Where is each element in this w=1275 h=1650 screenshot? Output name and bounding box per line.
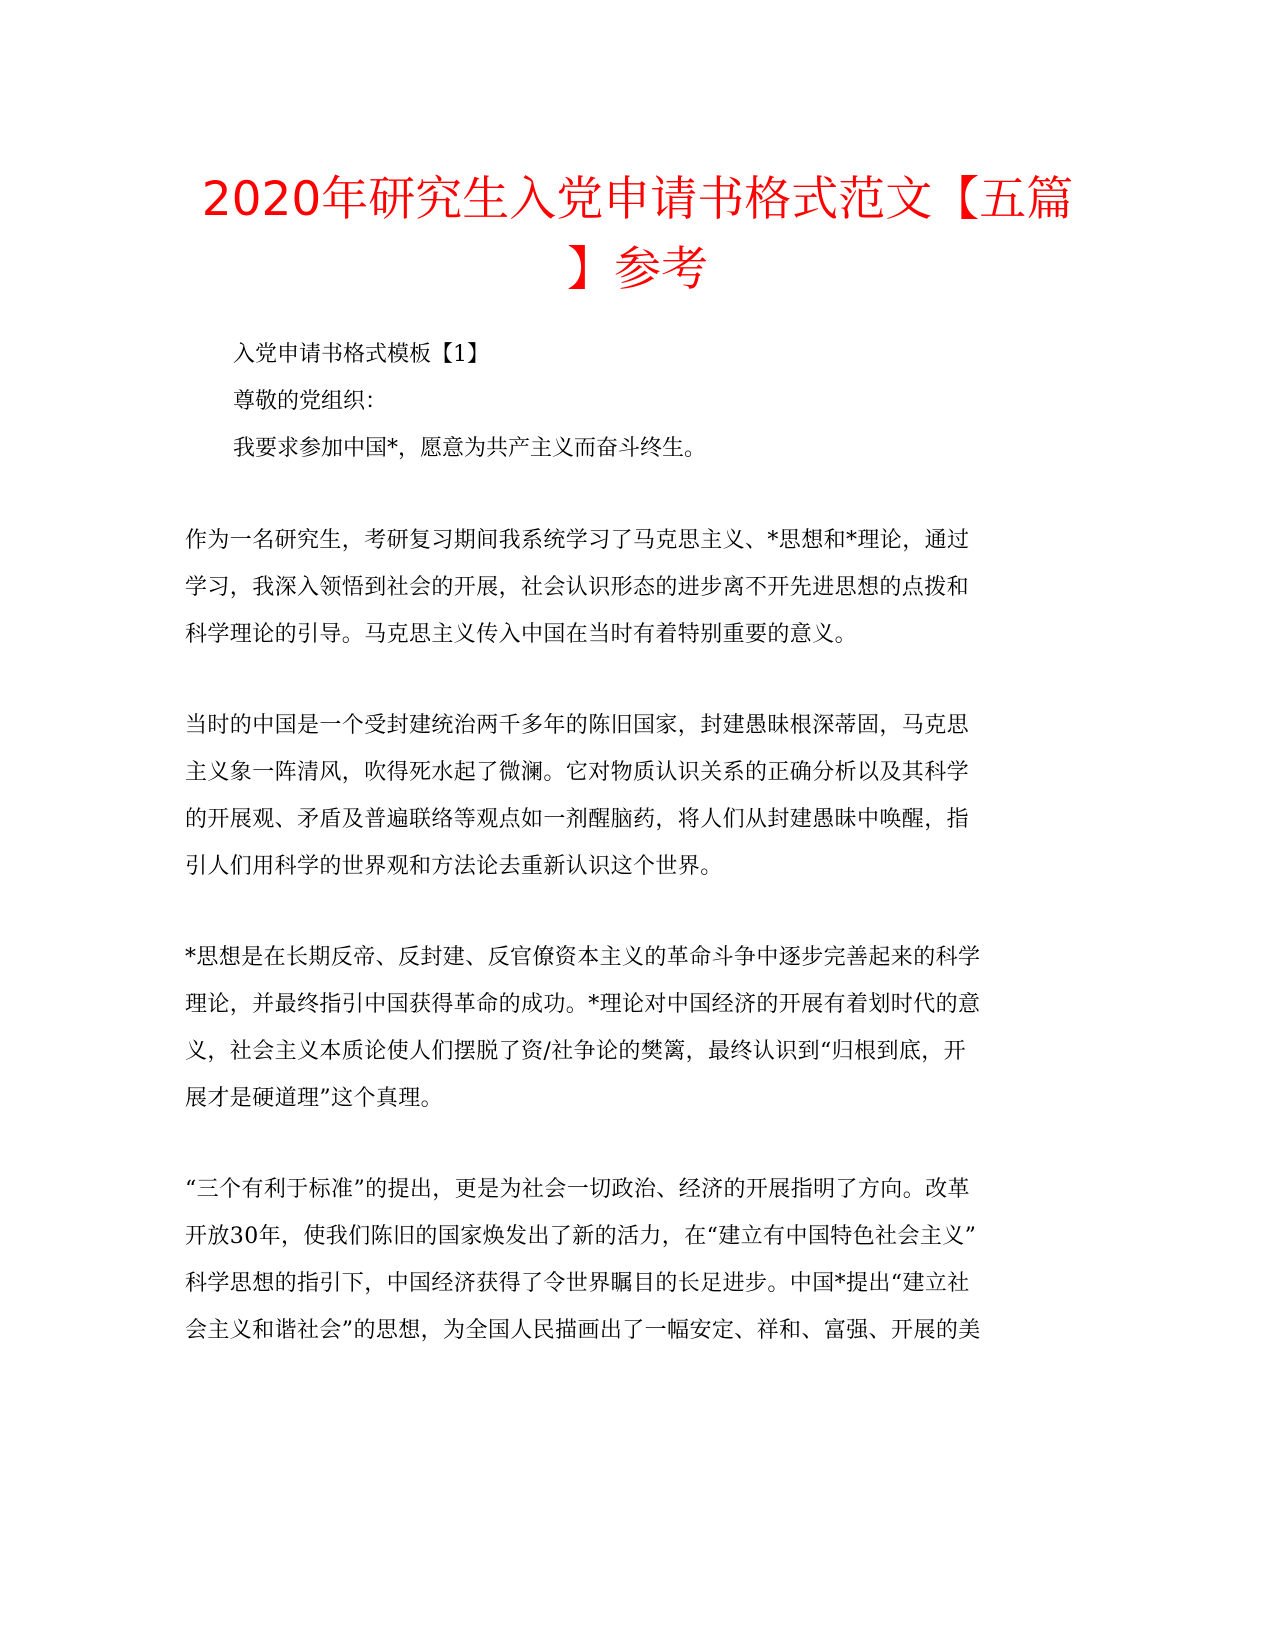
body-paragraph [185,1175,1030,1363]
paragraph-line: 学习，我深入领悟到社会的开展，社会认识形态的进步离不开先进思想的点拨和 [185,575,970,600]
paragraph-line: *思想是在长期反帝、反封建、反官僚资本主义的革命斗争中逐步完善起来的科学 [185,945,981,970]
paragraph-line: 的开展观、矛盾及普遍联络等观点如一剂醒脑药，将人们从封建愚昧中唤醒，指 [185,807,970,832]
paragraph-line: 会主义和谐社会”的思想，为全国人民描画出了一幅安定、祥和、富强、开展的美 [185,1318,981,1343]
document-title-line-1: 2020年研究生入党申请书格式范文【五篇 [201,172,1074,227]
paragraph-line: 义，社会主义本质论使人们摆脱了资/社争论的樊篱，最终认识到“归根到底，开 [185,1039,967,1064]
paragraph-line: 主义象一阵清风，吹得死水起了微澜。它对物质认识关系的正确分析以及其科学 [185,760,970,785]
paragraph-line: 理论，并最终指引中国获得革命的成功。*理论对中国经济的开展有着划时代的意 [185,992,981,1017]
body-paragraph [185,711,1030,899]
paragraph-line: 当时的中国是一个受封建统治两千多年的陈旧国家，封建愚昧根深蒂固，马克思 [185,713,970,738]
paragraph-line: 开放30年，使我们陈旧的国家焕发出了新的活力，在“建立有中国特色社会主义” [185,1224,977,1249]
opening-statement: 我要求参加中国*，愿意为共产主义而奋斗终生。 [233,436,707,461]
paragraph-line: 科学理论的引导。马克思主义传入中国在当时有着特别重要的意义。 [185,622,858,647]
document-title-line-2: 】参考 [567,242,708,297]
paragraph-line: “三个有利于标准”的提出，更是为社会一切政治、经济的开展指明了方向。改革 [185,1177,970,1202]
paragraph-line: 科学思想的指引下，中国经济获得了令世界瞩目的长足进步。中国*提出“建立社 [185,1271,970,1296]
body-paragraph [185,943,1030,1131]
paragraph-line: 展才是硬道理”这个真理。 [185,1086,444,1111]
salutation: 尊敬的党组织： [233,389,388,414]
body-paragraph [185,526,1030,667]
template-heading: 入党申请书格式模板【1】 [233,342,489,367]
paragraph-line: 作为一名研究生，考研复习期间我系统学习了马克思主义、*思想和*理论，通过 [185,528,970,553]
paragraph-line: 引人们用科学的世界观和方法论去重新认识这个世界。 [185,854,723,879]
